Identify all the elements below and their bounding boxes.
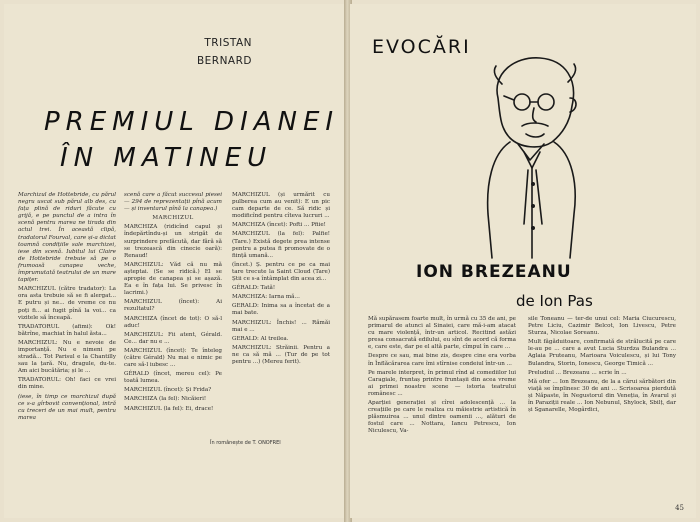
paragraph: MARCHIZUL (și urmărit cu pulberea cum au venit): E un pic cam departe de ce. Să ridic și modificînd pentru cîteva lucruri ... [232,192,330,220]
section-heading: EVOCĂRI [372,36,471,58]
paragraph: Mă supărasem foarte mult, în urmă cu 35 de ani, pe primarul de atunci al Sinaiei, care mă-i-am atacat cu mare violență, într-un articol. Recitind astăzi presa consacrată edilului, eu sînt de acord că forma e, care este, dar pe el altă parte, cîmpul în care ... [368,316,516,351]
paragraph: Mă ofer ... Ion Brezeanu, de la a cărui sărbători din viață se împlinesc 30 de ani ... Scrisoarea pierdută și Năpaste, în Negustorul din Veneția, în Avarul și în Paraziții reale ... Ion Nebunul, Shylock, Sbilț, dar și Sganarelle, Mogârdici, [528,378,676,414]
paragraph: Despre ce sau, mai bine zis, despre cine era vorba în Înflăcărarea care îmi stîrnise condeiul într-un ... [368,353,516,367]
subject-name: ION BREZEANU [416,262,572,282]
left-page [4,4,346,518]
play-title-line2: ÎN MATINEU [60,143,273,173]
left-column-2 [124,192,222,415]
paragraph: GERALD: Al treilea. [232,335,289,342]
paragraph: MARCHIZUL: Nu e nevoie de importanță. Nu e nimeni pe stradă... Tot Parisul e la Chantilly sau la țară. Nu, dragule, du-te. Am aici bucătăria; și le ... [18,339,116,375]
paragraph: Mult făgăduitoare, confirmată de strălucită pe care le-au pe ... care a avut Lucia Sturdza Bulandra ... Aglaia Pruteanu, Marioara Voiculescu, și lui Tony Bulandra, Storin, Ionescu, George Timică ... [528,339,676,367]
right-column-1 [368,316,516,438]
left-column-1 [18,192,116,424]
translator-credit: În românește de T. ONOFREI [210,440,281,446]
paragraph: MARCHIZUL (la fel): Palfie! (Tare.) Există degete prea intense pentru a putea fi promovate de o ființă umană... [232,231,330,259]
paragraph: TRADATORUL (afimi): Ok! bătrîne, machiat în halul ăsta... [18,323,116,337]
author-first-name: TRISTAN [204,37,252,49]
paragraph: Pe marele interpret, în primul rînd al comediilor lui Caragiale, fruntaș printre fruntașii din acea vreme ai primei noastre scene — istoria teatrului românesc ... [368,369,516,397]
paragraph: sile Toneanu — ter-de unui cel: Maria Ciucurescu, Petre Liciu, Cazimir Belcot, Ion Livescu, Petre Sturza, Nicolae Soreanu. [528,316,676,337]
author-name [4,34,252,70]
author-last-name: BERNARD [196,55,252,67]
paragraph: MARCHIZA: Iarna mă... [232,294,300,301]
paragraph: scenă care a făcut succesul piesei — 294 de reprezentații pînă acum — și inventarul pînă la canapea.) [124,192,222,213]
paragraph: MARCHIZUL (încet): Și Frida? [124,387,212,394]
paragraph: MARCHIZA (încet de tot): O să-l aduc! [124,315,222,329]
paragraph: MARCHIZUL: Fii atent, Gérald. Ce... dar nu e ... [124,331,222,345]
paragraph: MARCHIZUL (la fel): Ei, drace! [124,405,214,412]
portrait-caricature [462,44,596,262]
paragraph: GÉRALD (încet, mereu cel): Pe toată lumea. [124,371,222,385]
paragraph: GÉRALD: Tată! [232,285,276,292]
paragraph: (iese, în timp ce marchizul după ce s-a gîrbovit convențional, intră cu treceri de un mai mult, pentru marea [18,393,116,421]
paragraph: MARCHIZUL (încet): Ai rezultatul? [124,299,222,313]
paragraph: MARCHIZUL (către tradator): La ora asta trebuie să se fi alergat... E putru și ne... de vreme ce nu poți fi... ai fugit pînă la voi... ca vizitele să înceapă. [18,286,116,321]
paragraph: MARCHIZUL: Străinii. Pentru a ne ca să mă ... (Tur de pe tot pentru ...) (Mereu ferit). [232,344,330,365]
paragraph: MARCHIZA (încet): Pofti ... Pfiie! [232,222,326,229]
left-column-3 [232,192,330,368]
right-page [350,4,696,518]
paragraph: MARCHIZA (la fel): Nicăieri! [124,396,207,403]
paragraph: GERALD: Inima sa a încetat de a mai bate. [232,303,330,317]
paragraph: TRADATORUL: Oh! faci ce vrei din mine. [18,377,116,391]
paragraph: Aparției generației și cîrei adolescență ... la creațiile pe care le realiza cu măiestrie artistică în plăsmuirea ... unul dintre oamenii ..., alături de fostul care ... Nottara, Iancu Petrescu, Ion Niculescu, Va- [368,400,516,435]
paragraph: Marchizul de Hottebride, cu părul negru uscat sub părul alb des, cu fața plină de riduri făcute cu grijă, e pe punctul de a intra în scenă pentru marea ne tirada din actul trei. În această clipă, tradatorul Fourval, care și-a dictat toamnă condițiile sale marchizei, iese din scenă. Iubitul lui Claire de Hottebride trebuie să pe o frumoasă canapea veche, împrumutată teatrului de un mare tapițer. [18,192,116,284]
paragraph: (încet.) Ș. pentru ce pe ca mai tare trecute la Saint Cloud (Tare) Știi ce s-a întâmplat din acea zi... [232,261,330,283]
paragraph: MARCHIZUL (încet): Te înteleg (către Gérald) Nu mai e nimic pe care să-l iubesc ... [124,347,222,369]
paragraph: MARCHIZUL: Văd că nu mă așteptai. (Se se ridică.) El se apropie de canapea și se așază. Ea e în fața lui. Se privesc în lacrimi.) [124,261,222,297]
play-title-line1: PREMIUL DIANEI [44,107,340,137]
article-byline: de Ion Pas [516,292,593,310]
paragraph: Preludiul ... Brezeanu ... scrie în ... [528,369,627,376]
page-number: 45 [675,504,684,512]
right-column-2 [528,316,676,416]
paragraph: MARCHIZUL: Închis! ... Rămăi mai e ... [232,319,330,333]
paragraph: MARCHIZUL [152,215,194,222]
paragraph: MARCHIZA (ridicînd capul și îndepărtîndu-și un strigăt de surprindere prefăcută, dar fără să se trezească din cinecie oară): Renaud! [124,224,222,259]
